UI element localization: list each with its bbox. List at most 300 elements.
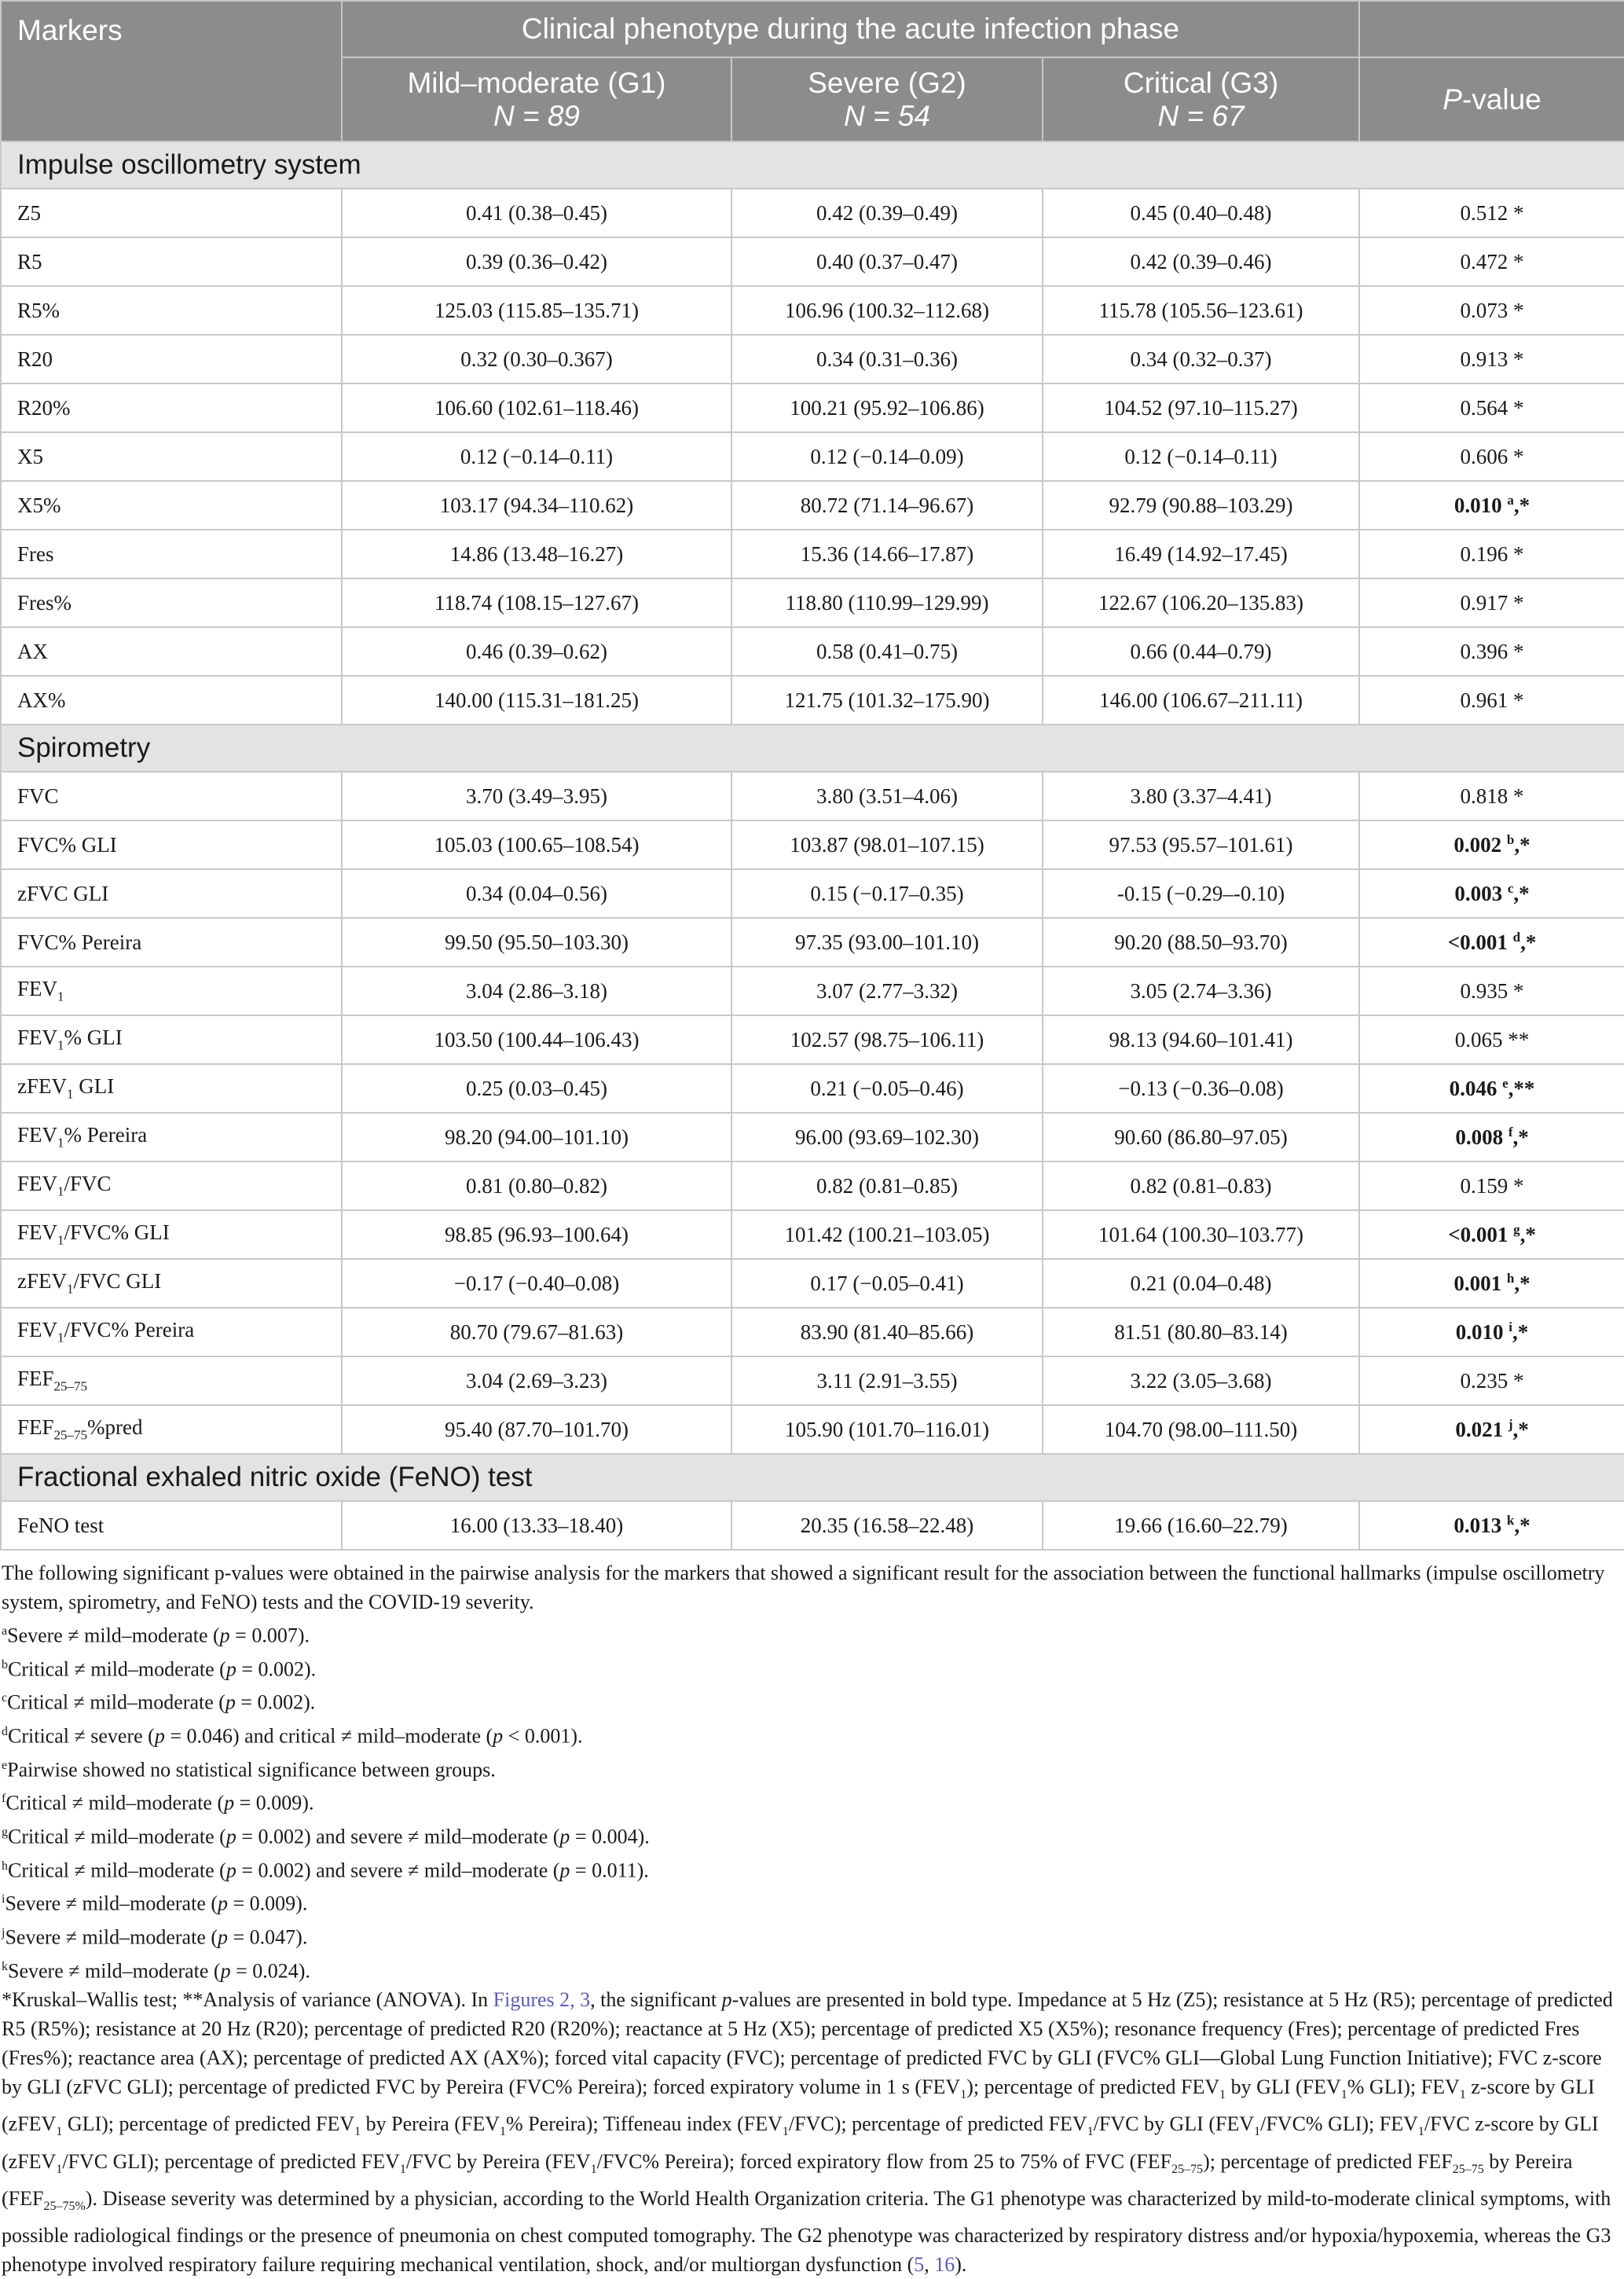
value-cell-g1: 118.74 (108.15–127.67) (342, 578, 731, 627)
table-header (1, 1, 1624, 141)
footnote-p-symbol: p (559, 1859, 570, 1882)
table-footnotes (0, 1551, 1623, 2279)
p-value-test-marker: * (1508, 688, 1524, 712)
footnote-letter: j (2, 1925, 5, 1940)
legend-subscript: 1 (1087, 2125, 1094, 2139)
legend-text: GLI); percentage of predicted FEV (62, 2112, 355, 2136)
marker-subscript: 25–75 (53, 1427, 88, 1443)
p-value-test-marker: ,* (1513, 882, 1530, 905)
table-row (1, 432, 1624, 481)
value-cell-g2: 118.80 (110.99–129.99) (731, 578, 1043, 627)
value-cell-g2: 0.21 (−0.05–0.46) (731, 1064, 1043, 1113)
marker-subscript: 1 (57, 1135, 64, 1151)
value-cell-g2: 105.90 (101.70–116.01) (731, 1405, 1043, 1454)
footnote-text: = 0.004). (570, 1825, 650, 1848)
value-cell-g1: 0.25 (0.03–0.45) (342, 1064, 731, 1113)
section-row (1, 141, 1624, 189)
value-cell-g3: 0.42 (0.39–0.46) (1043, 237, 1359, 286)
marker-text: FEV (17, 1318, 58, 1342)
p-value: 0.606 (1460, 444, 1509, 468)
legend-subscript: 1 (1417, 2125, 1424, 2139)
marker-cell (1, 1356, 342, 1405)
table-row (1, 772, 1624, 820)
footnote-text: = 0.002). (236, 1657, 317, 1681)
value-cell-g2: 3.07 (2.77–3.32) (731, 967, 1043, 1015)
legend-text: /FVC% GLI); FEV (1260, 2112, 1418, 2136)
p-value: 0.001 (1454, 1272, 1502, 1295)
value-cell-g1: 3.70 (3.49–3.95) (342, 772, 731, 820)
footnote-text: Critical ≠ mild–moderate ( (7, 1690, 225, 1714)
value-cell-g3: 81.51 (80.80–83.14) (1043, 1308, 1359, 1356)
p-value-test-marker: * (1508, 784, 1524, 808)
value-cell-g2: 121.75 (101.32–175.90) (731, 676, 1043, 725)
p-value-test-marker: * (1508, 347, 1524, 371)
value-cell-g1: 3.04 (2.86–3.18) (342, 967, 731, 1015)
marker-cell (1, 1113, 342, 1162)
p-value: <0.001 (1448, 1223, 1509, 1246)
value-cell-g3: 98.13 (94.60–101.41) (1043, 1015, 1359, 1064)
value-cell-g1: 103.17 (94.34–110.62) (342, 481, 731, 530)
marker-suffix: % Pereira (64, 1123, 148, 1147)
legend-subscript: 25–75% (43, 2199, 86, 2213)
p-value: 0.065 (1454, 1027, 1503, 1051)
legend-text: z-score by GLI (zFEV (2, 2075, 1595, 2136)
p-value: 0.073 (1460, 298, 1509, 322)
value-cell-g2: 15.36 (14.66–17.87) (731, 530, 1043, 578)
p-value-test-marker: ,* (1512, 1418, 1529, 1441)
footnote-text: Critical ≠ mild–moderate ( (8, 1825, 226, 1848)
marker-cell: R20% (1, 384, 342, 432)
value-cell-g2: 102.57 (98.75–106.11) (731, 1015, 1043, 1064)
footnote-text: Severe ≠ mild–moderate ( (5, 1892, 218, 1915)
header-p-value (1359, 57, 1624, 141)
value-cell-g1: 99.50 (95.50–103.30) (342, 918, 731, 967)
p-value: 0.961 (1460, 688, 1509, 712)
p-value: 0.008 (1455, 1125, 1504, 1149)
table-row (1, 578, 1624, 627)
legend-subscript: 1 (399, 2162, 406, 2176)
value-cell-g3: 0.66 (0.44–0.79) (1043, 627, 1359, 676)
p-value: 0.010 (1454, 494, 1502, 517)
p-value-cell (1359, 1162, 1624, 1210)
footnote-p-symbol: p (219, 1624, 230, 1647)
header-g3-n: N = 67 (1157, 99, 1245, 132)
value-cell-g1: 106.60 (102.61–118.46) (342, 384, 731, 432)
footnote-letter: a (2, 1624, 8, 1638)
p-value-cell (1359, 869, 1624, 918)
value-cell-g1: 3.04 (2.69–3.23) (342, 1356, 731, 1405)
legend-subscript: 1 (354, 2125, 361, 2139)
legend-text: -values are presented in bold type. Impedance at 5 Hz (Z5); resistance at 5 Hz (R5); percentage of predicted R5 (R5%); resistance at 20 Hz (R20); percentage of predicted R20 (R20%); reactance at 5 Hz (X5); percentage of predicted X5 (X5%); resonance frequency (Fres); percentage of predicted Fres (Fres%); reactance area (AX); percentage of predicted AX (AX%); forced vital capacity (FVC); percentage of predicted FVC by GLI (FVC% GLI—Global Lung Function Initiative); FVC z-score by GLI (zFVC GLI); percentage of predicted FVC by Pereira (FVC% Pereira); forced expiratory volume in 1 s (FEV (2, 1988, 1613, 2099)
legend-text: /FVC); percentage of predicted FEV (788, 2112, 1087, 2136)
value-cell-g1: 80.70 (79.67–81.63) (342, 1308, 731, 1356)
value-cell-g1: −0.17 (−0.40–0.08) (342, 1259, 731, 1308)
table-row (1, 1405, 1624, 1454)
value-cell-g2: 83.90 (81.40–85.66) (731, 1308, 1043, 1356)
footnote-p-symbol: p (218, 1892, 229, 1915)
footnote-item (2, 1884, 1620, 1918)
header-g2-label: Severe (G2) (808, 66, 966, 99)
footnote-p-symbol: p (154, 1724, 165, 1748)
marker-cell (1, 1064, 342, 1113)
value-cell-g3: 104.70 (98.00–111.50) (1043, 1405, 1359, 1454)
footnote-p-symbol: p (225, 1825, 236, 1848)
legend-text: /FVC% Pereira); forced expiratory flow from 25 to 75% of FVC (FEF (596, 2149, 1172, 2173)
footnote-p-symbol: p (559, 1825, 570, 1848)
marker-subscript: 1 (67, 1086, 74, 1102)
value-cell-g1: 125.03 (115.85–135.71) (342, 286, 731, 335)
footnote-letter: e (2, 1758, 8, 1772)
footnote-text: = 0.002). (235, 1690, 316, 1714)
value-cell-g3: 0.45 (0.40–0.48) (1043, 189, 1359, 237)
table-row (1, 1064, 1624, 1113)
value-cell-g3: 16.49 (14.92–17.45) (1043, 530, 1359, 578)
value-cell-g2: 96.00 (93.69–102.30) (731, 1113, 1043, 1162)
p-value-cell (1359, 384, 1624, 432)
footnote-text: = 0.011). (570, 1859, 649, 1882)
section-title: Impulse oscillometry system (1, 141, 1624, 189)
value-cell-g2: 100.21 (95.92–106.86) (731, 384, 1043, 432)
p-value-test-marker: * (1508, 444, 1524, 468)
p-value: 0.159 (1460, 1173, 1509, 1198)
value-cell-g1: 0.81 (0.80–0.82) (342, 1162, 731, 1210)
footnote-item (2, 1818, 1620, 1851)
footnote-text: Critical ≠ mild–moderate ( (8, 1859, 226, 1882)
marker-cell (1, 1015, 342, 1064)
p-value-cell (1359, 530, 1624, 578)
header-markers: Markers (1, 1, 342, 141)
p-value-superscript: a (1507, 493, 1514, 508)
table-row (1, 1162, 1624, 1210)
legend-subscript: 1 (500, 2125, 507, 2139)
p-value-cell (1359, 1405, 1624, 1454)
table-row (1, 967, 1624, 1015)
footnote-item (2, 1918, 1620, 1952)
legend-subscript: 1 (960, 2088, 967, 2102)
value-cell-g3: 0.12 (−0.14–0.11) (1043, 432, 1359, 481)
footnote-text: = 0.047). (228, 1925, 308, 1949)
p-value: 0.472 (1460, 249, 1509, 273)
marker-subscript: 1 (67, 1281, 74, 1297)
value-cell-g3: 97.53 (95.57–101.61) (1043, 820, 1359, 869)
marker-subscript: 1 (57, 1330, 64, 1345)
p-value-superscript: i (1509, 1319, 1513, 1334)
footnote-text: Critical ≠ severe ( (8, 1724, 155, 1748)
value-cell-g1: 0.34 (0.04–0.56) (342, 869, 731, 918)
footnote-text: Severe ≠ mild–moderate ( (8, 1959, 221, 1983)
p-value-cell (1359, 432, 1624, 481)
marker-cell (1, 967, 342, 1015)
p-value-test-marker: ,* (1514, 1272, 1531, 1295)
value-cell-g2: 0.40 (0.37–0.47) (731, 237, 1043, 286)
footnote-list (2, 1617, 1620, 1985)
value-cell-g2: 106.96 (100.32–112.68) (731, 286, 1043, 335)
marker-cell (1, 1259, 342, 1308)
value-cell-g2: 0.42 (0.39–0.49) (731, 189, 1043, 237)
p-value-superscript: e (1502, 1076, 1509, 1091)
section-row (1, 725, 1624, 772)
footnote-text: = 0.007). (229, 1624, 310, 1647)
footnote-letter: b (2, 1657, 8, 1672)
legend-text: ). (955, 2252, 967, 2276)
marker-cell (1, 1405, 342, 1454)
footnote-letter: f (2, 1792, 6, 1806)
marker-subscript: 1 (57, 1232, 64, 1248)
p-value: 0.021 (1455, 1418, 1504, 1441)
value-cell-g1: 16.00 (13.33–18.40) (342, 1501, 731, 1550)
legend-subscript: 1 (56, 2125, 63, 2139)
legend-subscript: 1 (590, 2162, 597, 2176)
footnote-text: < 0.001). (503, 1724, 583, 1748)
p-value: 0.013 (1454, 1514, 1502, 1537)
table-row (1, 530, 1624, 578)
marker-suffix: %pred (87, 1415, 143, 1440)
footnote-text: = 0.009). (228, 1892, 308, 1915)
value-cell-g1: 0.46 (0.39–0.62) (342, 627, 731, 676)
p-value-superscript: j (1508, 1417, 1513, 1432)
marker-suffix: % GLI (64, 1026, 123, 1050)
value-cell-g3: -0.15 (−0.29–-0.10) (1043, 869, 1359, 918)
p-value-test-marker: * (1508, 249, 1524, 273)
header-g3 (1043, 57, 1359, 141)
legend-text: by Pereira (FEV (361, 2112, 500, 2136)
footnote-text: Critical ≠ mild–moderate ( (8, 1657, 226, 1681)
table-row (1, 869, 1624, 918)
p-value-cell (1359, 1064, 1624, 1113)
legend-text: *Kruskal–Wallis test; **Analysis of variance (ANOVA). In (2, 1988, 493, 2012)
p-value-test-marker: ,** (1508, 1077, 1535, 1100)
marker-cell: Fres (1, 530, 342, 578)
reference-link[interactable]: Figures 2, 3 (493, 1988, 591, 2012)
p-value: 0.935 (1460, 978, 1509, 1003)
p-value-cell (1359, 189, 1624, 237)
header-clinical-phenotype: Clinical phenotype during the acute infection phase (342, 1, 1359, 57)
p-value: 0.917 (1460, 590, 1509, 615)
p-value-superscript: b (1506, 832, 1515, 847)
value-cell-g1: 0.32 (0.30–0.367) (342, 335, 731, 384)
footnote-p-symbol: p (493, 1724, 504, 1748)
value-cell-g2: 0.17 (−0.05–0.41) (731, 1259, 1043, 1308)
value-cell-g2: 3.11 (2.91–3.55) (731, 1356, 1043, 1405)
footnote-text: = 0.024). (230, 1959, 310, 1983)
footnote-letter: g (2, 1825, 8, 1839)
marker-suffix: /FVC (64, 1172, 112, 1196)
table-row (1, 237, 1624, 286)
footnote-letter: i (2, 1892, 5, 1907)
marker-text: FEV (17, 1220, 58, 1245)
legend-text: /FVC by GLI (FEV (1093, 2112, 1255, 2136)
p-value-test-marker: * (1508, 590, 1524, 615)
legend-text: , the significant (590, 1988, 722, 2012)
legend-text: ); percentage of predicted FEV (966, 2075, 1220, 2099)
p-value: 0.196 (1460, 541, 1509, 566)
p-value-cell (1359, 1113, 1624, 1162)
p-value: 0.396 (1460, 639, 1509, 663)
p-value-cell (1359, 1210, 1624, 1259)
header-g1 (342, 57, 731, 141)
legend-italic: p (721, 1988, 732, 2012)
value-cell-g3: 3.80 (3.37–4.41) (1043, 772, 1359, 820)
legend-subscript: 1 (1459, 2088, 1466, 2102)
value-cell-g1: 98.20 (94.00–101.10) (342, 1113, 731, 1162)
p-value-cell (1359, 918, 1624, 967)
legend-subscript: 25–75 (1452, 2162, 1484, 2176)
p-value-test-marker: * (1508, 1368, 1524, 1393)
header-g2 (731, 57, 1043, 141)
p-value: 0.010 (1455, 1320, 1504, 1344)
marker-suffix: GLI (73, 1074, 115, 1099)
p-value-cell (1359, 1015, 1624, 1064)
p-value-test-marker: ,* (1520, 1223, 1536, 1246)
table-row (1, 481, 1624, 530)
p-value-cell (1359, 237, 1624, 286)
marker-text: FEV (17, 1123, 58, 1147)
p-value: 0.564 (1460, 395, 1509, 420)
value-cell-g1: 140.00 (115.31–181.25) (342, 676, 731, 725)
marker-cell: X5% (1, 481, 342, 530)
p-value: 0.002 (1454, 833, 1502, 857)
marker-cell: zFVC GLI (1, 869, 342, 918)
marker-cell: FVC% GLI (1, 820, 342, 869)
value-cell-g3: 115.78 (105.56–123.61) (1043, 286, 1359, 335)
footnote-item (2, 1617, 1620, 1650)
p-value-superscript: d (1512, 930, 1521, 945)
p-value: 0.913 (1460, 347, 1509, 371)
value-cell-g3: 3.05 (2.74–3.36) (1043, 967, 1359, 1015)
p-value-superscript: f (1508, 1125, 1513, 1140)
legend-text: by Pereira (FEF (2, 2149, 1573, 2210)
table-row (1, 286, 1624, 335)
footnote-item (2, 1851, 1620, 1885)
table-row (1, 1308, 1624, 1356)
value-cell-g2: 20.35 (16.58–22.48) (731, 1501, 1043, 1550)
p-value-test-marker: ,* (1514, 1514, 1531, 1537)
p-value-test-marker: * (1508, 298, 1524, 322)
p-value: <0.001 (1447, 930, 1508, 954)
p-value-cell (1359, 481, 1624, 530)
marker-cell: R20 (1, 335, 342, 384)
value-cell-g2: 103.87 (98.01–107.15) (731, 820, 1043, 869)
section-title: Spirometry (1, 725, 1624, 772)
legend-text: by GLI (FEV (1226, 2075, 1341, 2099)
table-row (1, 627, 1624, 676)
legend-text: /FVC by Pereira (FEV (405, 2149, 591, 2173)
footnote-item (2, 1683, 1620, 1717)
marker-cell: Z5 (1, 189, 342, 237)
value-cell-g3: 122.67 (106.20–135.83) (1043, 578, 1359, 627)
value-cell-g3: −0.13 (−0.36–0.08) (1043, 1064, 1359, 1113)
footnote-text: Critical ≠ mild–moderate ( (5, 1791, 225, 1815)
legend-text: ); percentage of predicted FEF (1203, 2149, 1453, 2173)
legend-subscript: 1 (1254, 2125, 1261, 2139)
table-row (1, 384, 1624, 432)
value-cell-g1: 0.39 (0.36–0.42) (342, 237, 731, 286)
marker-text: FEV (17, 1172, 58, 1196)
marker-text: FEV (17, 1026, 58, 1050)
p-value-test-marker: * (1508, 639, 1524, 663)
reference-link[interactable]: 5 (914, 2252, 925, 2276)
value-cell-g3: 90.60 (86.80–97.05) (1043, 1113, 1359, 1162)
marker-cell: AX (1, 627, 342, 676)
value-cell-g3: 146.00 (106.67–211.11) (1043, 676, 1359, 725)
value-cell-g3: 90.20 (88.50–93.70) (1043, 918, 1359, 967)
p-value-test-marker: ,* (1513, 494, 1531, 517)
legend-text: /FVC GLI); percentage of predicted FEV (62, 2149, 400, 2173)
p-value-cell (1359, 967, 1624, 1015)
marker-subscript: 1 (57, 1184, 64, 1199)
p-value: 0.512 (1460, 200, 1509, 225)
footnote-text: = 0.002) and severe ≠ mild–moderate ( (236, 1859, 560, 1882)
p-value-test-marker: * (1508, 541, 1524, 566)
legend-text: % GLI); FEV (1347, 2075, 1460, 2099)
table-row (1, 676, 1624, 725)
footnote-item (2, 1650, 1620, 1684)
legend-subscript: 1 (56, 2162, 63, 2176)
p-value-cell (1359, 1501, 1624, 1550)
marker-cell (1, 1162, 342, 1210)
marker-subscript: 1 (57, 989, 64, 1004)
p-value: 0.003 (1454, 882, 1503, 905)
value-cell-g1: 98.85 (96.93–100.64) (342, 1210, 731, 1259)
legend-text: , (924, 2252, 935, 2276)
p-value-cell (1359, 1308, 1624, 1356)
header-g1-n: N = 89 (493, 99, 581, 132)
header-p-letter: P (1443, 83, 1462, 116)
table-row (1, 1113, 1624, 1162)
p-value-test-marker: ,* (1514, 833, 1531, 857)
table-row (1, 820, 1624, 869)
p-value-cell (1359, 335, 1624, 384)
header-g3-label: Critical (G3) (1123, 66, 1279, 99)
marker-text: zFEV (17, 1269, 67, 1294)
header-g2-n: N = 54 (843, 99, 931, 132)
table-row (1, 1015, 1624, 1064)
footnote-item (2, 1952, 1620, 1986)
p-value-test-marker: ,* (1512, 1125, 1529, 1149)
legend-subscript: 1 (1340, 2088, 1347, 2102)
legend-text: % Pereira); Tiffeneau index (FEV (506, 2112, 783, 2136)
p-value-test-marker: * (1508, 395, 1524, 420)
footnote-p-symbol: p (225, 1657, 236, 1681)
table-row (1, 335, 1624, 384)
value-cell-g2: 0.12 (−0.14–0.09) (731, 432, 1043, 481)
p-value-test-marker: * (1508, 200, 1524, 225)
marker-suffix: /FVC GLI (73, 1269, 162, 1294)
marker-cell (1, 1308, 342, 1356)
footnote-text: = 0.009). (234, 1791, 314, 1815)
value-cell-g3: 0.34 (0.32–0.37) (1043, 335, 1359, 384)
footnote-p-symbol: p (220, 1959, 231, 1983)
p-value-test-marker: ,* (1512, 1320, 1529, 1344)
footnote-letter: k (2, 1959, 8, 1973)
value-cell-g1: 14.86 (13.48–16.27) (342, 530, 731, 578)
reference-link[interactable]: 16 (934, 2252, 955, 2276)
legend-subscript: 25–75 (1171, 2162, 1204, 2176)
value-cell-g3: 0.82 (0.81–0.83) (1043, 1162, 1359, 1210)
footnote-letter: c (2, 1691, 8, 1705)
p-value-test-marker: ** (1502, 1027, 1530, 1051)
header-g1-label: Mild–moderate (G1) (407, 66, 666, 99)
value-cell-g3: 19.66 (16.60–22.79) (1043, 1501, 1359, 1550)
table-body (1, 141, 1624, 1550)
table-row (1, 1356, 1624, 1405)
marker-cell: R5 (1, 237, 342, 286)
marker-cell (1, 1210, 342, 1259)
p-value-superscript: k (1506, 1513, 1515, 1528)
p-value: 0.046 (1449, 1077, 1498, 1100)
marker-text: FEV (17, 977, 58, 1001)
legend-text: /FVC z-score by GLI (zFEV (2, 2112, 1599, 2173)
